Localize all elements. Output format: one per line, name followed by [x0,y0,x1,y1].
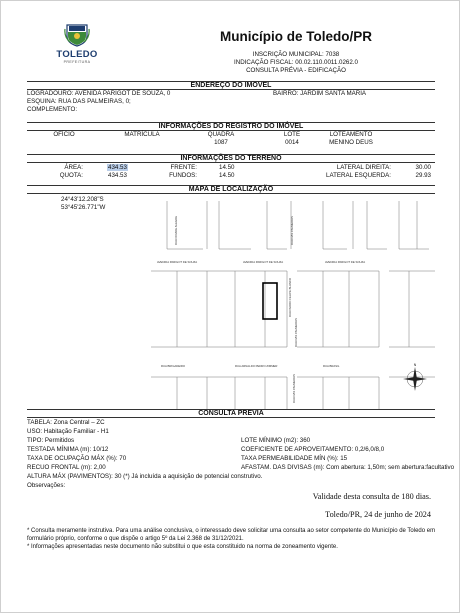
lateral-esquerda-value: 29.93 [415,172,431,179]
lateral-esquerda-label: LATERAL ESQUERDA: [326,172,391,179]
observacoes: Observações: [27,482,66,489]
street-label-bottom-right: RUA BRASIL [323,364,340,368]
lateral-direita-value: 30.00 [415,164,431,171]
street-label-vertical-5: RUA DAS PALMEIRAS [292,374,296,403]
quota-label: QUOTA: [59,172,83,179]
taxa-ocupacao: TAXA DE OCUPAÇÃO MÁX (%): 70 [27,455,127,462]
svg-text:N: N [413,363,417,367]
fundos-label: FUNDOS: [169,172,197,179]
latitude: 24°43'12.208"S [61,196,104,203]
indicacao-fiscal: INDICAÇÃO FISCAL: 00.02.110.0011.0262.0 [234,59,358,66]
street-label-top-right: AVENIDA PARIGOT DE SOUZA [325,260,366,264]
logo-subtext: PREFEITURA [63,60,91,64]
street-label-vertical-3: RUA PEDRO FELIPE BLANCO [288,277,292,317]
fundos-value: 14.50 [219,172,235,179]
validade: Validade desta consulta de 180 dias. [312,492,431,501]
header-oficio: OFÍCIO [53,131,75,138]
section-mapa: MAPA DE LOCALIZAÇÃO [27,185,435,194]
tipo: TIPO: Permitidos [27,437,75,444]
frente-value: 14.50 [219,164,235,171]
page-title: Município de Toledo/PR [220,29,372,44]
lote-minimo: LOTE MÍNIMO (m2): 360 [241,437,311,444]
data-emissao: Toledo/PR, 24 de junho de 2024 [325,510,431,519]
street-label-vertical-4: RUA DAS PALMEIRAS [294,318,298,347]
afastamento: AFASTAM. DAS DIVISAS (m): Com abertura: 1,50m; sem abertura:facultativo [241,464,455,471]
frente-label: FRENTE: [170,164,197,171]
toledo-logo [51,23,103,67]
section-consulta-previa: CONSULTA PREVIA [27,409,435,418]
header-matricula: MATRÍCULA [124,131,160,138]
quota-value: 434.53 [108,172,127,179]
consulta-tipo: CONSULTA PRÉVIA - EDIFICAÇÃO [246,67,346,74]
header-quadra: QUADRA [207,131,235,138]
area-label: ÁREA: [64,164,83,171]
location-map [147,197,435,409]
lateral-direita-label: LATERAL DIREITA: [336,164,391,171]
section-registro: INFORMAÇÕES DO REGISTRO DO IMÓVEL [27,122,435,131]
longitude: 53°45'26.771"W [61,204,106,211]
street-label-bottom-left: RUA BRIGADEIRO [161,364,186,368]
street-label-bottom-mid: RUA ARNALDO PEDRO ZIMMER [235,364,278,368]
coeficiente: COEFICIENTE DE APROVEITAMENTO: 0,2/6,0/8,0 [241,446,385,453]
street-label-top-left: AVENIDA PARIGOT DE SOUZA [157,260,198,264]
area-value: 434.53 [108,164,127,171]
note-informacoes: * Informações apresentadas neste documento não substitui o que esta constituido na norma de zoneamento vigente. [27,544,338,550]
value-quadra: 1087 [214,139,228,146]
section-terreno: INFORMAÇÕES DO TERRENO [27,154,435,163]
complemento: COMPLEMENTO: [27,106,78,113]
altura-maxima: ALTURA MÁX (PAVIMENTOS): 30 (*) Já incluída a aquisição de potencial construtivo. [27,473,263,480]
value-loteamento: MENINO DEUS [329,139,373,146]
logo-text: TOLEDO [56,49,98,60]
note-consulta-instrutiva: * Consulta meramente instrutiva. Para uma análise conclusiva, o interessado deve solicitar uma consulta ao setor competente do Município de Toledo em formulário próprio, conforme o que dispõe o artigo 5º da Lei 2.368 de 31/12/2021. [27,528,436,542]
inscricao-municipal: INSCRIÇÃO MUNICIPAL: 7038 [252,51,340,58]
esquina: ESQUINA: RUA DAS PALMEIRAS, 0; [27,98,131,105]
recuo-frontal: RECUO FRONTAL (m): 2,00 [27,464,106,471]
city-emblem-icon [64,23,90,47]
uso: USO: Habitação Familiar - H1 [27,428,109,435]
testada-minima: TESTADA MÍNIMA (m): 10/12 [27,446,109,453]
header-lote: LOTE [283,131,301,138]
section-endereco: ENDEREÇO DO IMOVEL [27,81,435,90]
street-label-vertical-1: RUA CIDADE ALEGRE [174,215,178,245]
street-label-top-mid: AVENIDA PARIGOT DE SOUZA [243,260,284,264]
street-label-vertical-2: RUA DAS PALMEIRAS [290,216,294,245]
logradouro: LOGRADOURO: AVENIDA PARIGOT DE SOUZA, 0 [27,90,171,97]
value-lote: 0014 [285,139,299,146]
tabela: TABELA: Zona Central – ZC [27,419,105,426]
taxa-permeabilidade: TAXA PERMEABILIDADE MÍN (%): 15 [241,455,348,462]
bairro: BAIRRO: JARDIM SANTA MARIA [273,90,367,97]
header-loteamento: LOTEAMENTO [329,131,373,138]
